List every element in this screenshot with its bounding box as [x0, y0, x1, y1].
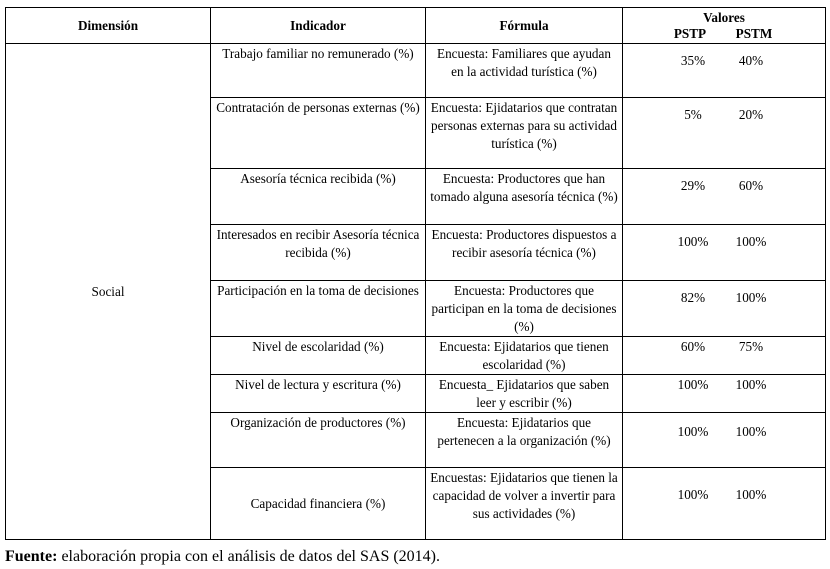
pstp-value: 100%: [677, 424, 709, 439]
pstp-value: 100%: [677, 234, 709, 249]
header-indicator: Indicador: [211, 8, 426, 44]
header-dimension: Dimensión: [6, 8, 211, 44]
indicator-cell: [211, 375, 426, 413]
values-cell: [623, 281, 826, 337]
pstm-value: 20%: [738, 107, 764, 122]
pstp-value: 82%: [680, 290, 706, 305]
header-pstp: PSTP: [673, 26, 707, 41]
indicator-cell: [211, 225, 426, 281]
source-label: Fuente:: [5, 548, 58, 565]
indicator-text: Contratación de personas externas (%): [216, 100, 420, 115]
header-values: [623, 8, 826, 44]
indicator-text: Capacidad financiera (%): [250, 496, 386, 511]
pstp-value: 29%: [680, 178, 706, 193]
pstp-value: 100%: [677, 377, 709, 392]
indicator-cell: [211, 281, 426, 337]
source-text: elaboración propia con el análisis de datos del SAS (2014).: [57, 548, 441, 565]
formula-text: Encuesta: Ejidatarios que pertenecen a la organización (%): [437, 415, 611, 448]
table-header-row: [6, 8, 826, 44]
pstm-value: 75%: [738, 339, 764, 354]
formula-cell: [426, 44, 623, 98]
formula-text: Encuesta: Productores que han tomado alguna asesoría técnica (%): [430, 171, 618, 204]
header-pstm: PSTM: [735, 26, 773, 41]
indicators-table: [5, 7, 826, 540]
formula-cell: [426, 98, 623, 169]
formula-text: Encuesta: Ejidatarios que contratan personas externas para su actividad turística (%): [430, 100, 618, 151]
formula-cell: [426, 225, 623, 281]
indicator-cell: [211, 413, 426, 468]
indicator-text: Interesados en recibir Asesoría técnica recibida (%): [216, 227, 420, 260]
pstm-value: 100%: [735, 290, 767, 305]
formula-text: Encuesta: Productores dispuestos a recibir asesoría técnica (%): [431, 227, 617, 260]
indicator-cell: [211, 468, 426, 540]
formula-cell: [426, 169, 623, 225]
formula-text: Encuesta: Ejidatarios que tienen escolaridad (%): [439, 339, 609, 372]
values-cell: [623, 225, 826, 281]
formula-text: Encuestas: Ejidatarios que tienen la capacidad de volver a invertir para sus actividades (%): [430, 470, 618, 521]
pstm-value: 40%: [738, 53, 764, 68]
pstp-value: 5%: [684, 107, 702, 122]
pstp-value: 35%: [680, 53, 706, 68]
dimension-cell: Social: [6, 44, 211, 540]
values-cell: [623, 98, 826, 169]
values-cell: [623, 169, 826, 225]
table-row: [6, 44, 826, 98]
header-values-title: Valores: [703, 10, 745, 25]
values-cell: [623, 375, 826, 413]
indicator-text: Participación en la toma de decisiones: [217, 283, 419, 298]
indicator-cell: [211, 98, 426, 169]
values-cell: [623, 413, 826, 468]
indicator-text: Nivel de escolaridad (%): [252, 339, 384, 354]
header-formula: Fórmula: [426, 8, 623, 44]
pstm-value: 60%: [738, 178, 764, 193]
values-cell: [623, 468, 826, 540]
indicator-text: Asesoría técnica recibida (%): [240, 171, 396, 186]
indicator-text: Trabajo familiar no remunerado (%): [222, 46, 414, 61]
pstm-value: 100%: [735, 234, 767, 249]
pstp-value: 100%: [677, 487, 709, 502]
indicator-text: Nivel de lectura y escritura (%): [235, 377, 401, 392]
formula-text: Encuesta_ Ejidatarios que saben leer y escribir (%): [438, 377, 610, 410]
indicator-cell: [211, 169, 426, 225]
source-note: [5, 547, 440, 566]
pstm-value: 100%: [735, 377, 767, 392]
formula-text: Encuesta: Productores que participan en la toma de decisiones (%): [431, 283, 617, 334]
pstm-value: 100%: [735, 424, 767, 439]
indicator-text: Organización de productores (%): [230, 415, 406, 430]
pstm-value: 100%: [735, 487, 767, 502]
indicator-cell: [211, 44, 426, 98]
formula-cell: [426, 281, 623, 337]
indicator-cell: [211, 337, 426, 375]
values-cell: [623, 337, 826, 375]
pstp-value: 60%: [680, 339, 706, 354]
formula-cell: [426, 413, 623, 468]
formula-cell: [426, 337, 623, 375]
formula-cell: [426, 468, 623, 540]
formula-text: Encuesta: Familiares que ayudan en la actividad turística (%): [437, 46, 611, 79]
formula-cell: [426, 375, 623, 413]
values-cell: [623, 44, 826, 98]
